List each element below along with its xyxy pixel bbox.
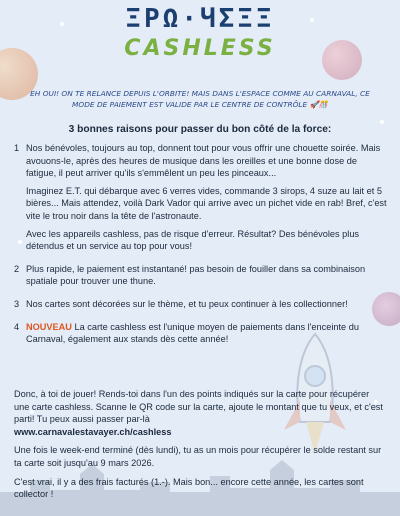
cta-text: Donc, à toi de jouer! Rends-toi dans l'un des points indiqués sur la carte pour récupérer une carte cashless. Scanne le QR code sur la carte, ajoute le montant que tu veux, et c'est parti! Tu peux aussi passer par-là <box>14 389 383 425</box>
list-item <box>14 298 388 316</box>
list-item <box>14 263 388 293</box>
list-item <box>14 142 388 258</box>
paragraph: Nos bénévoles, toujours au top, donnent tout pour vous offrir une chouette soirée. Mais avouons-le, après des heures de musique dans les oreilles et une bonne dose de fatigue, il peut arriver qu'ils s'emmêlent un peu les pinceaux... <box>26 143 381 179</box>
paragraph: Avec les appareils cashless, pas de risque d'erreur. Résultat? Des bénévoles plus détendus et un service au top pour vous! <box>26 228 360 252</box>
item-number: 2 <box>14 263 20 274</box>
list-item <box>14 321 388 351</box>
item-text <box>26 321 388 351</box>
intro-text: EH OUI! ON TE RELANCE DEPUIS L'ORBITE! MAIS DANS L'ESPACE COMME AU CARNAVAL, CE MODE DE PAIEMENT EST VALIDE PAR LE CENTRE DE CONTRÔLE 🚀🎊 <box>30 89 370 109</box>
logo-wordmark: ΞPΩ·ЧΣΞΞ <box>125 4 275 34</box>
event-logo <box>0 4 400 34</box>
reasons-headline: 3 bonnes raisons pour passer du bon côté de la force: <box>68 124 332 135</box>
paragraph: Nos cartes sont décorées sur le thème, et tu peux continuer à les collectionner! <box>26 298 348 309</box>
item-text <box>26 263 388 293</box>
call-to-action <box>14 388 386 438</box>
fees-info: C'est vrai, il y a des frais facturés (1.-). Mais bon... encore cette année, les cartes sont collector ! <box>14 476 364 500</box>
refund-info: Une fois le week-end terminé (dès lundi), tu as un mois pour récupérer le solde restant sur ta carte soit jusqu'au 9 mars 2026. <box>14 445 382 468</box>
paragraph <box>26 321 388 346</box>
item-text <box>26 142 388 258</box>
item-text <box>26 298 348 316</box>
item-number: 1 <box>14 143 20 153</box>
cashless-title: CASHLESS <box>124 36 276 61</box>
item-number: 4 <box>14 321 20 332</box>
item-number: 3 <box>14 298 20 309</box>
cashless-link[interactable]: www.carnavalestavayer.ch/cashless <box>14 426 172 437</box>
reasons-list <box>14 142 388 356</box>
paragraph-text: La carte cashless est l'unique moyen de paiements dans l'enceinte du Carnaval, également aux stands dès cette année! <box>26 321 359 345</box>
new-badge: NOUVEAU <box>26 321 72 332</box>
paragraph: Plus rapide, le paiement est instantané! pas besoin de fouiller dans sa combinaison spatiale pour trouver une thune. <box>26 263 366 287</box>
paragraph: Imaginez E.T. qui débarque avec 6 verres vides, commande 3 sirops, 4 suze au lait et 5 bières... Mais attendez, voilà Dark Vador qui arrive avec un pichet vide en rab! Bref, c'est vite le trou noir dans la tête de l'astronaute. <box>26 185 387 221</box>
closing-section <box>14 388 386 507</box>
